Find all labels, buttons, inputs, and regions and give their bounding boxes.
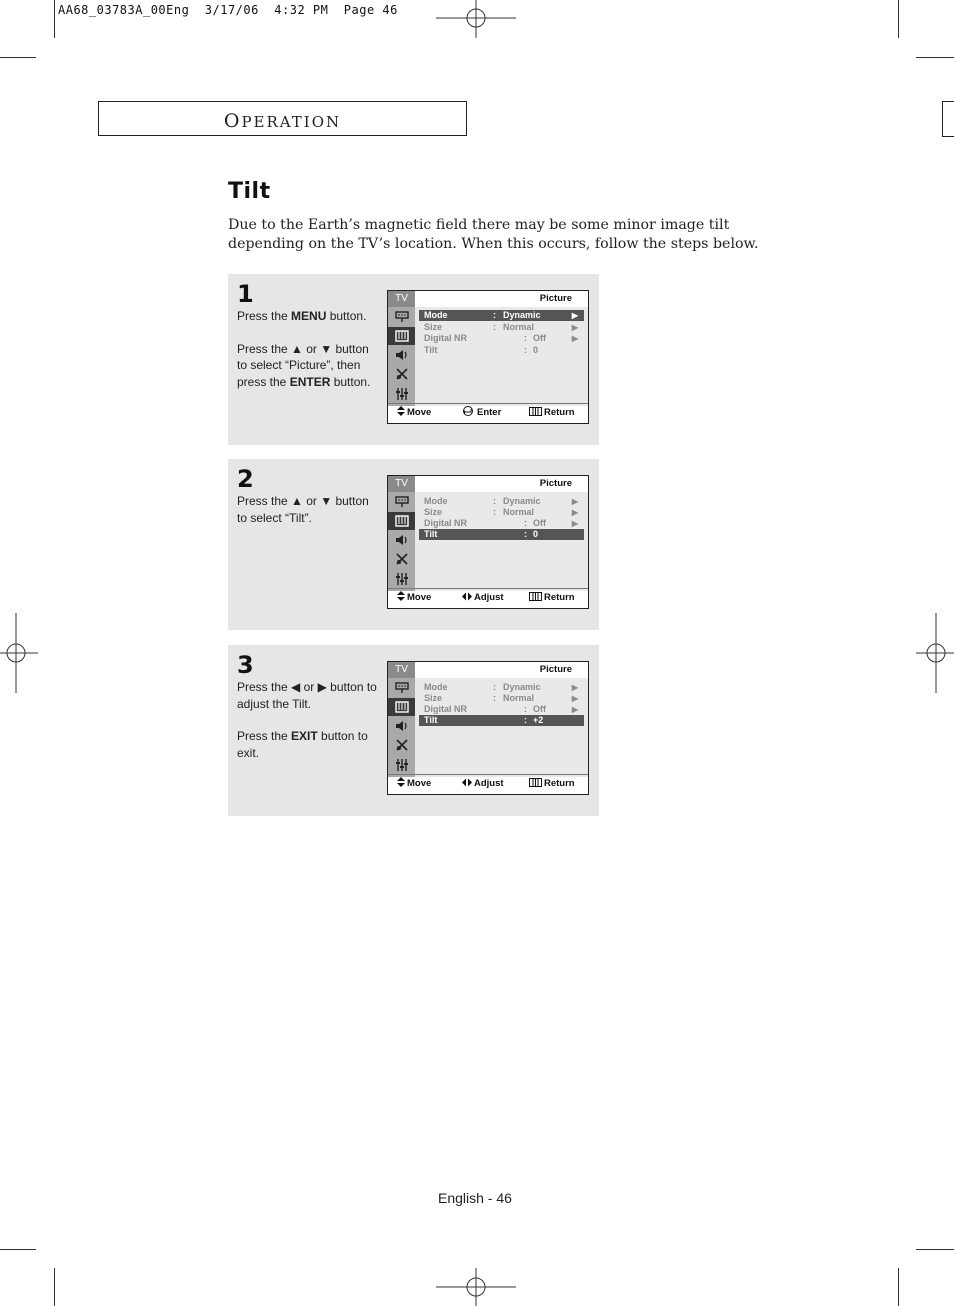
section-header: OPERATION [223,110,342,132]
menu-item-tilt[interactable]: Tilt : +2 [419,715,584,726]
menu-item-tilt[interactable]: Tilt : 0 [424,345,539,355]
input-icon [388,308,415,326]
footer-move: Move [397,404,431,422]
footer-return: Return [529,404,575,422]
channel-icon [388,736,415,754]
menu-footer [388,588,588,608]
menu-item-digital-nr[interactable]: Digital NR : Off ▶ [424,518,578,528]
picture-icon [388,327,415,345]
updown-arrow-icon [397,777,405,787]
updown-arrow-icon [397,406,405,416]
section-header-box [98,101,467,136]
step-instructions [237,308,382,406]
submenu-arrow-icon: ▶ [571,705,578,714]
menu-item-mode[interactable]: Mode : Dynamic ▶ [424,496,578,506]
footer-adjust: Adjust [462,589,504,607]
sound-icon [388,531,415,549]
page-title: Tilt [228,179,271,204]
menu-title: Picture [415,291,588,308]
instruction-line: Press the ▲ or ▼ button to select “Tilt”. [237,494,369,525]
menu-item-mode[interactable]: Mode : Dynamic ▶ [419,310,584,321]
crop-mark [916,1249,954,1250]
crop-mark [0,57,36,58]
page-tab-marker [942,101,954,137]
setup-icon [388,756,415,774]
picture-icon [388,512,415,530]
submenu-arrow-icon: ▶ [571,694,578,703]
crop-mark [916,57,954,58]
instruction-line: Press the ▲ or ▼ button to select “Picture”, then press the ENTER button. [237,341,371,389]
footer-enter: Enter [462,404,501,422]
menu-list [415,678,588,777]
instruction-line: Press the EXIT button to exit. [237,729,368,760]
registration-mark-right [916,613,954,693]
step-1-panel [228,274,599,445]
tv-menu-screen [387,661,589,795]
menu-return-icon [529,407,542,416]
tv-label: TV [388,476,415,492]
menu-item-size[interactable]: Size : Normal ▶ [424,693,578,703]
input-icon [388,679,415,697]
tv-menu-screen [387,475,589,609]
instruction-line: Press the ◀ or ▶ button to adjust the Tilt. [237,680,377,711]
leftright-arrow-icon [462,592,472,601]
step-number: 3 [237,651,254,679]
footer-move: Move [397,589,431,607]
setup-icon [388,570,415,588]
submenu-arrow-icon: ▶ [571,311,578,320]
submenu-arrow-icon: ▶ [571,497,578,506]
registration-mark-left [0,613,38,693]
intro-paragraph: Due to the Earth’s magnetic field there may be some minor image tilt depending on the TV’s location. When this occurs, follow the steps below. [228,217,759,252]
channel-icon [388,365,415,383]
crop-mark [898,1268,899,1306]
submenu-arrow-icon: ▶ [571,683,578,692]
crop-mark [54,1268,55,1306]
registration-mark-top [436,0,516,38]
sound-icon [388,717,415,735]
menu-item-digital-nr[interactable]: Digital NR : Off ▶ [424,333,578,343]
menu-list [415,492,588,591]
registration-mark-bottom [436,1268,516,1306]
menu-title: Picture [415,662,588,679]
channel-icon [388,550,415,568]
input-icon [388,493,415,511]
footer-adjust: Adjust [462,775,504,793]
tv-label: TV [388,662,415,678]
menu-footer [388,774,588,794]
menu-item-size[interactable]: Size : Normal ▶ [424,507,578,517]
print-slug: AA68_03783A_00Eng 3/17/06 4:32 PM Page 46 [58,3,398,17]
setup-icon [388,385,415,403]
step-instructions [237,493,382,542]
step-number: 1 [237,280,254,308]
menu-item-mode[interactable]: Mode : Dynamic ▶ [424,682,578,692]
crop-mark [0,1249,36,1250]
instruction-line: Press the MENU button. [237,309,367,323]
step-2-panel [228,459,599,630]
crop-mark [898,0,899,38]
menu-item-size[interactable]: Size : Normal ▶ [424,322,578,332]
footer-return: Return [529,589,575,607]
menu-list [415,307,588,406]
menu-return-icon [529,778,542,787]
menu-item-digital-nr[interactable]: Digital NR : Off ▶ [424,704,578,714]
menu-return-icon [529,592,542,601]
menu-footer [388,403,588,423]
leftright-arrow-icon [462,778,472,787]
step-number: 2 [237,465,254,493]
page-footer: English - 46 [438,1190,512,1206]
sound-icon [388,346,415,364]
submenu-arrow-icon: ▶ [571,519,578,528]
tv-menu-screen [387,290,589,424]
menu-title: Picture [415,476,588,493]
submenu-arrow-icon: ▶ [571,334,578,343]
footer-return: Return [529,775,575,793]
picture-icon [388,698,415,716]
menu-item-tilt[interactable]: Tilt : 0 [419,529,584,540]
submenu-arrow-icon: ▶ [571,508,578,517]
tv-label: TV [388,291,415,307]
footer-move: Move [397,775,431,793]
enter-icon [462,406,475,416]
step-3-panel [228,645,599,816]
submenu-arrow-icon: ▶ [571,323,578,332]
step-instructions [237,679,382,777]
updown-arrow-icon [397,591,405,601]
crop-mark [54,0,55,38]
